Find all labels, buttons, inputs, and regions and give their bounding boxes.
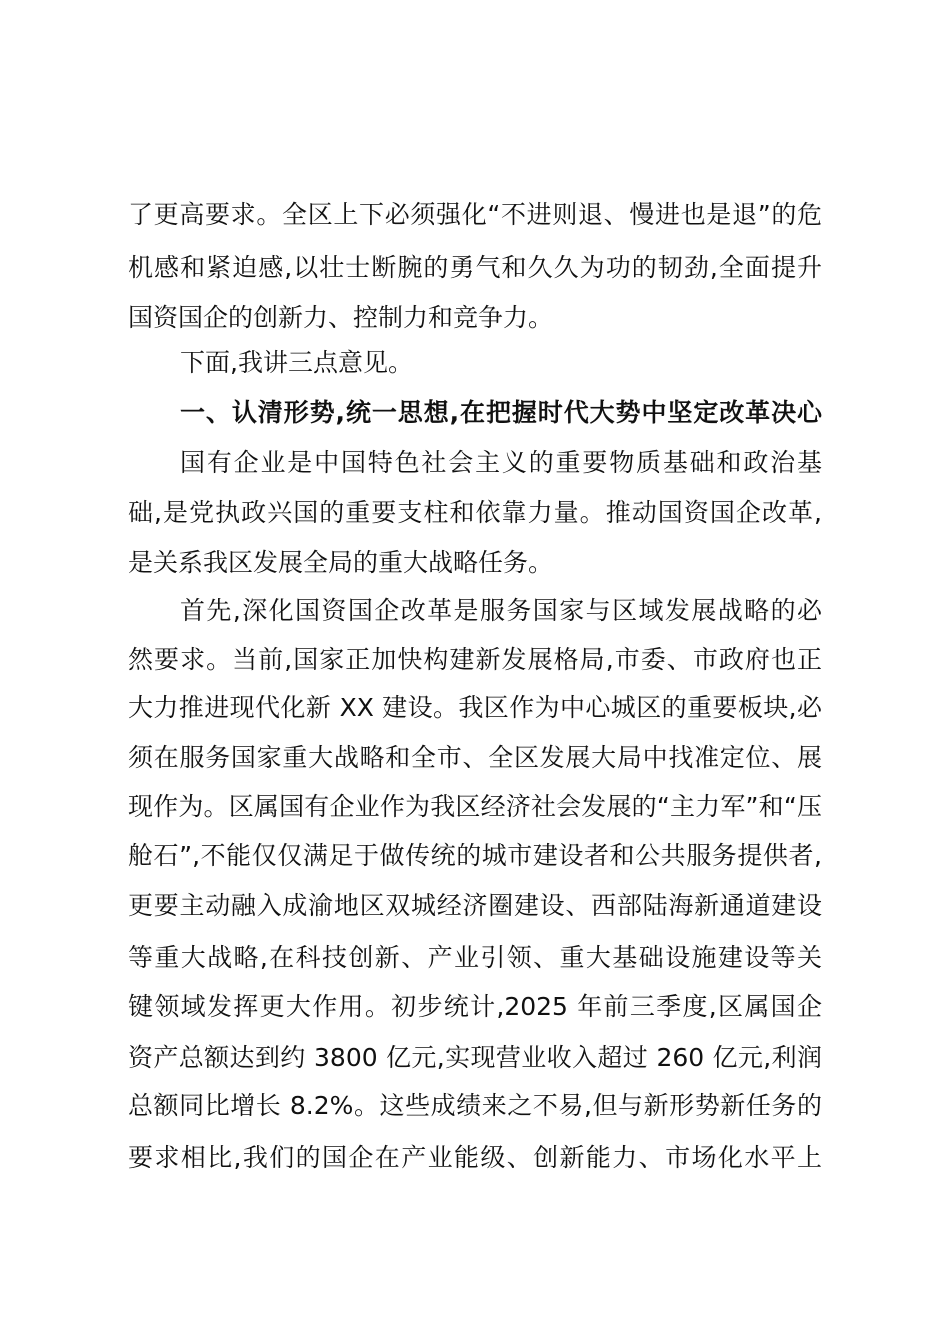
- text-line: 国有企业是中国特色社会主义的重要物质基础和政治基: [180, 448, 822, 477]
- text-line: 首先,深化国资国企改革是服务国家与区域发展战略的必: [180, 596, 822, 625]
- section-heading: 一、认清形势,统一思想,在把握时代大势中坚定改革决心: [180, 398, 822, 427]
- text-line: 总额同比增长 8.2%。这些成绩来之不易,但与新形势新任务的: [128, 1091, 822, 1120]
- text-line: 等重大战略,在科技创新、产业引领、重大基础设施建设等关: [128, 943, 822, 972]
- text-line: 国资国企的创新力、控制力和竞争力。: [128, 303, 554, 332]
- text-line: 须在服务国家重大战略和全市、全区发展大局中找准定位、展: [128, 743, 822, 772]
- text-line: 机感和紧迫感,以壮士断腕的勇气和久久为功的韧劲,全面提升: [128, 253, 822, 282]
- text-line: 下面,我讲三点意见。: [180, 348, 413, 377]
- text-line: 是关系我区发展全局的重大战略任务。: [128, 548, 554, 577]
- text-line: 大力推进现代化新 XX 建设。我区作为中心城区的重要板块,必: [128, 693, 822, 722]
- text-line: 现作为。区属国有企业作为我区经济社会发展的“主力军”和“压: [128, 792, 822, 821]
- text-line: 舱石”,不能仅仅满足于做传统的城市建设者和公共服务提供者,: [128, 841, 822, 870]
- text-line: 要求相比,我们的国企在产业能级、创新能力、市场化水平上: [128, 1143, 822, 1172]
- text-line: 了更高要求。全区上下必须强化“不进则退、慢进也是退”的危: [128, 200, 822, 229]
- text-line: 础,是党执政兴国的重要支柱和依靠力量。推动国资国企改革,: [128, 498, 822, 527]
- text-line: 然要求。当前,国家正加快构建新发展格局,市委、市政府也正: [128, 645, 822, 674]
- text-line: 键领域发挥更大作用。初步统计,2025 年前三季度,区属国企: [128, 992, 822, 1021]
- text-line: 更要主动融入成渝地区双城经济圈建设、西部陆海新通道建设: [128, 891, 822, 920]
- text-line: 资产总额达到约 3800 亿元,实现营业收入超过 260 亿元,利润: [128, 1043, 822, 1072]
